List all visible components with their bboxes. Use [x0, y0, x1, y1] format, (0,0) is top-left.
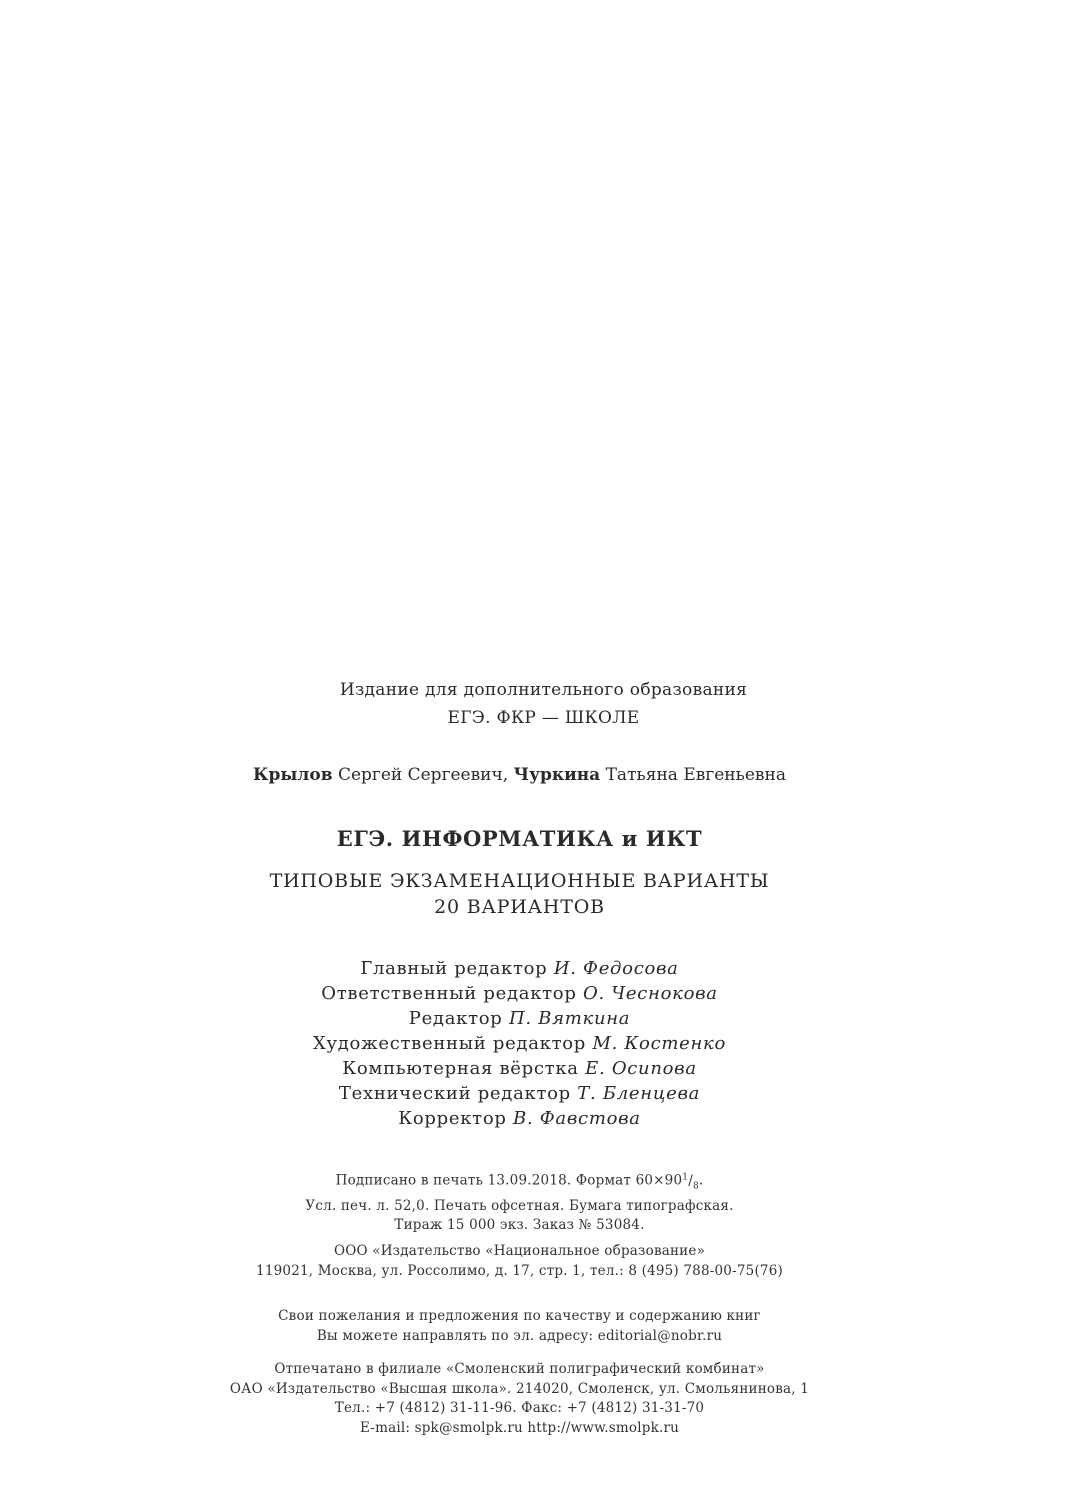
- print-run-line: Тираж 15 000 экз. Заказ № 53084.: [394, 1217, 645, 1234]
- publisher-name: ООО «Издательство «Национальное образование»: [333, 1243, 706, 1259]
- author2-surname: Чуркина: [513, 765, 601, 785]
- print-details: [0, 1168, 1063, 1236]
- editor-line: Редактор П. Вяткина: [408, 1008, 631, 1029]
- printer-line-3: Тел.: +7 (4812) 31-11-96. Факс: +7 (4812) 31-31-70: [334, 1400, 705, 1416]
- feedback-info: [0, 1307, 1063, 1346]
- edition-type: Издание для дополнительного образования: [339, 680, 748, 700]
- feedback-line-2: Вы можете направлять по эл. адресу: editorial@nobr.ru: [316, 1327, 723, 1344]
- printer-line-4: E-mail: spk@smolpk.ru http://www.smolpk.ru: [360, 1419, 679, 1436]
- series-name: ЕГЭ. ФКР — ШКОЛЕ: [447, 708, 640, 728]
- author1-surname: Крылов: [253, 765, 333, 785]
- editor-line: Ответственный редактор О. Чеснокова: [321, 983, 718, 1004]
- edition-block: [0, 676, 1087, 732]
- book-subtitle: [0, 868, 1063, 920]
- publisher-info: [0, 1242, 1063, 1281]
- printer-line-1: Отпечатано в филиале «Смоленский полиграфический комбинат»: [274, 1361, 765, 1377]
- editor-line: Корректор В. Фавстова: [398, 1108, 641, 1129]
- subtitle-line-1: ТИПОВЫЕ ЭКЗАМЕНАЦИОННЫЕ ВАРИАНТЫ: [269, 870, 770, 892]
- sheets-line: Усл. печ. л. 52,0. Печать офсетная. Бумага типографская.: [305, 1197, 734, 1214]
- feedback-line-1: Свои пожелания и предложения по качеству и содержанию книг: [278, 1308, 761, 1324]
- printer-info: [0, 1360, 1063, 1438]
- author1-name: Сергей Сергеевич,: [332, 765, 514, 785]
- editor-line: Технический редактор Т. Бленцева: [338, 1083, 701, 1104]
- editor-line: Компьютерная вёрстка Е. Осипова: [342, 1058, 697, 1079]
- authors-line: [0, 763, 1063, 787]
- editor-line: Главный редактор И. Федосова: [360, 958, 679, 979]
- editors-list: [0, 956, 1063, 1131]
- printer-line-2: ОАО «Издательство «Высшая школа». 214020, Смоленск, ул. Смольянинова, 1: [229, 1380, 810, 1397]
- publisher-address: 119021, Москва, ул. Россолимо, д. 17, стр. 1, тел.: 8 (495) 788-00-75(76): [256, 1262, 783, 1279]
- book-title: ЕГЭ. ИНФОРМАТИКА и ИКТ: [336, 826, 703, 851]
- author2-name: Татьяна Евгеньевна: [600, 765, 786, 785]
- editor-line: Художественный редактор М. Костенко: [312, 1033, 727, 1054]
- subtitle-line-2: 20 ВАРИАНТОВ: [434, 896, 605, 918]
- signed-line: Подписано в печать 13.09.2018. Формат $60\times 90^1/_8$.: [335, 1172, 704, 1192]
